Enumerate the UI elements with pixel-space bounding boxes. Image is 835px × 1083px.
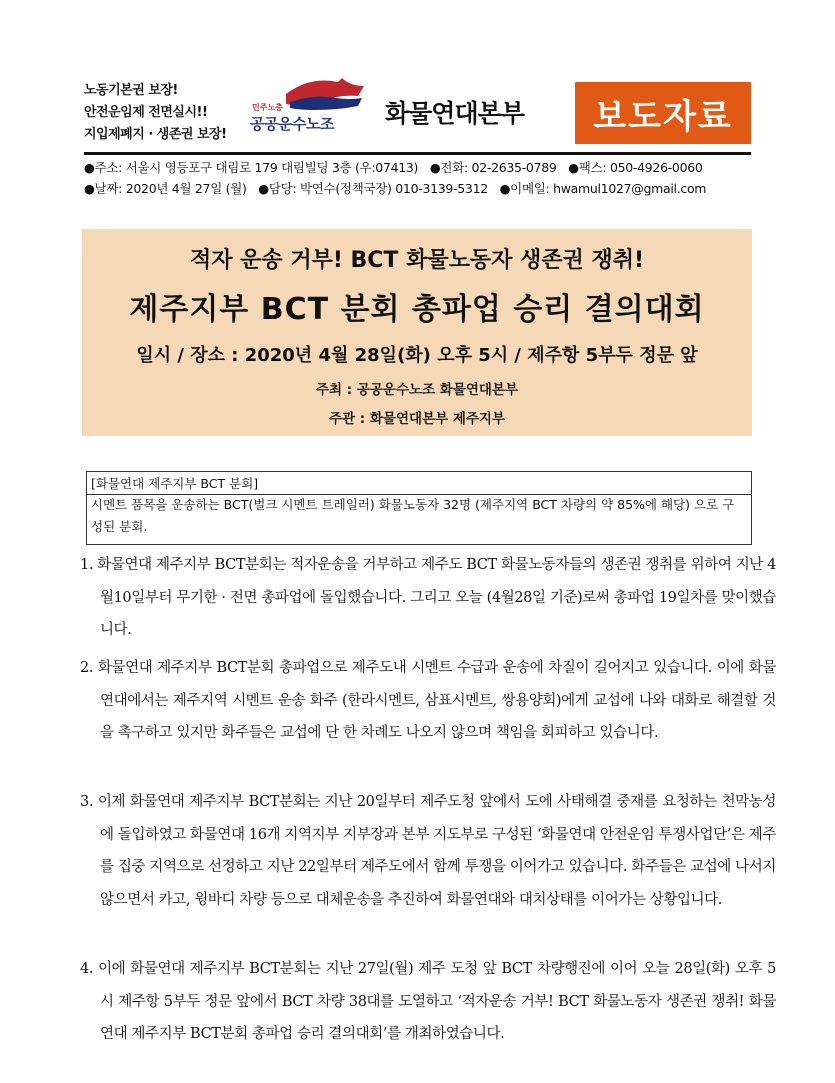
- banner-datetime: 일시 / 장소 : 2020년 4월 28일(화) 오후 5시 / 제주항 5부두 정문 앞: [136, 345, 698, 366]
- contact-address: ●주소: 서울시 영등포구 대림로 179 대림빌딩 3층 (우:07413): [84, 160, 419, 175]
- header-rule: [84, 152, 751, 155]
- banner-headline: 적자 운송 거부! BCT 화물노동자 생존권 쟁취!: [190, 248, 644, 273]
- paragraph-1: 1. 화물연대 제주지부 BCT분회는 적자운송을 거부하고 제주도 BCT 화물노동자들의 생존권 쟁취를 위하여 지난 4월10일부터 무기한 · 전면 총파업에 돌입했습니다. 그리고 오늘 (4월28일 기준)로써 총파업 19일차를 맞이했습니다.: [80, 557, 776, 638]
- note-text: 시멘트 품목을 운송하는 BCT(벌크 시멘트 트레일러) 화물노동자 32명 (제주지역 BCT 차량의 약 85%에 해당) 으로 구성된 분회.: [91, 497, 735, 534]
- logo-small-text: 민주노총: [252, 103, 283, 112]
- contact-line-2: [84, 179, 714, 197]
- contact-phone: ●전화: 02-2635-0789: [429, 160, 557, 175]
- paragraph-4: 4. 이에 화물연대 제주지부 BCT분회는 지난 27일(월) 제주 도청 앞 BCT 차량행진에 이어 오늘 28일(화) 오후 5시 제주항 5부두 정문 앞에서 BCT 차량 38대를 도열하고 ‘적자운송 거부! BCT 화물노동자 생존권 쟁취! 화물연대 제주지부 BCT분회 총파업 승리 결의대회’를 개최하였습니다.: [80, 961, 776, 1042]
- paragraph-2: 2. 화물연대 제주지부 BCT분회 총파업으로 제주도내 시멘트 수급과 운송에 차질이 길어지고 있습니다. 이에 화물연대에서는 제주지역 시멘트 운송 화주 (한라시멘트, 삼표시멘트, 쌍용양회)에게 교섭에 나와 대화로 해결할 것을 촉구하고 있지만 화주들은 교섭에 단 한 차례도 나오지 않으며 책임을 회피하고 있습니다.: [80, 660, 776, 741]
- note-title: [화물연대 제주지부 BCT 분회]: [91, 476, 259, 491]
- branch-note-box: [86, 471, 752, 545]
- banner-organizer: 주관 : 화물연대본부 제주지부: [329, 411, 505, 427]
- event-banner: [82, 229, 752, 436]
- banner-title: 제주지부 BCT 분회 총파업 승리 결의대회: [129, 292, 705, 327]
- flag-logo-icon: [280, 72, 370, 112]
- contact-line-1: [84, 158, 711, 176]
- org-name: 화물연대본부: [385, 99, 524, 128]
- slogans: [84, 80, 244, 146]
- contact-fax: ●팩스: 050-4926-0060: [568, 160, 703, 175]
- contact-email: ●이메일: hwamul1027@gmail.com: [499, 181, 707, 196]
- union-logo: [250, 72, 380, 136]
- slogan-2: 안전운임제 전면실시!!: [84, 105, 208, 120]
- paragraph-3: 3. 이제 화물연대 제주지부 BCT분회는 지난 20일부터 제주도청 앞에서 도에 사태해결 중재를 요청하는 천막농성에 돌입하였고 화물연대 16개 지역지부 지부장과 본부 지도부로 구성된 ‘화물연대 안전운임 투쟁사업단’은 제주를 집중 지역으로 선정하고 지난 22일부터 제주도에서 함께 투쟁을 이어가고 있습니다. 화주들은 교섭에 나서지 않으면서 카고, 윙바디 차량 등으로 대체운송을 추진하여 화물연대와 대치상태를 이어가는 상황입니다.: [80, 794, 776, 908]
- slogan-3: 지입제폐지 · 생존권 보장!: [84, 127, 227, 142]
- contact-date: ●날짜: 2020년 4월 27일 (월): [84, 181, 247, 196]
- banner-host: 주최 : 공공운수노조 화물연대본부: [315, 382, 519, 398]
- slogan-1: 노동기본권 보장!: [84, 83, 178, 98]
- contact-person: ●담당: 박연수(정책국장) 010-3139-5312: [258, 181, 488, 196]
- logo-name: 공공운수노조: [250, 115, 334, 133]
- press-release-label: 보도자료: [575, 82, 751, 144]
